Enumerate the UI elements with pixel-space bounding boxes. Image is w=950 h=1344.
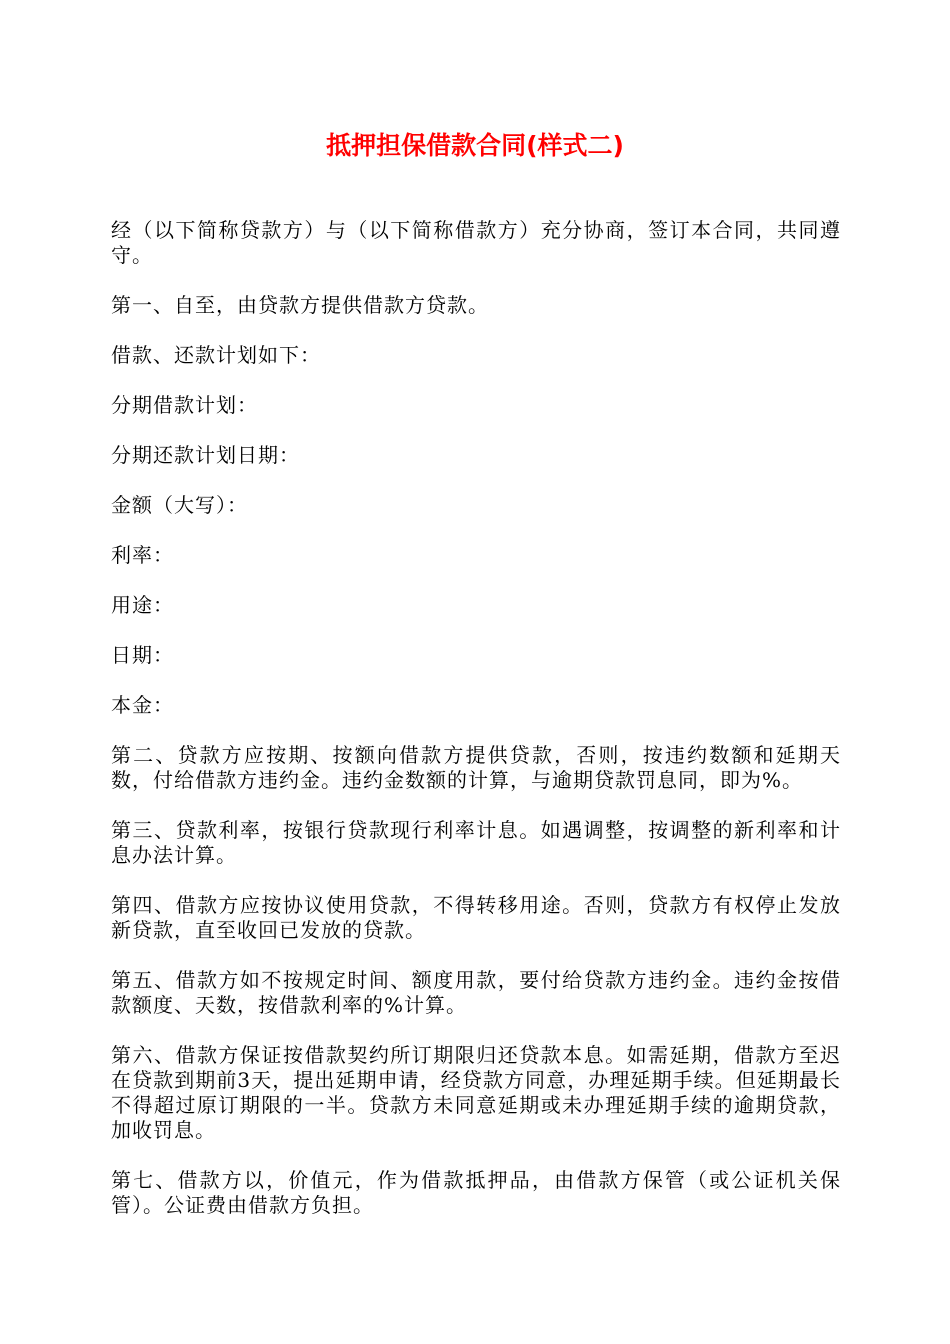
paragraph-intro: 经（以下简称贷款方）与（以下简称借款方）充分协商，签订本合同，共同遵守。: [111, 218, 841, 267]
paragraph-date: 日期：: [111, 643, 174, 667]
paragraph-article-2: 第二、贷款方应按期、按额向借款方提供贷款，否则，按违约数额和延期天数，付给借款方违约金。违约金数额的计算，与逾期贷款罚息同，即为%。: [111, 743, 841, 792]
document-body: [111, 218, 841, 1243]
paragraph-article-6: 第六、借款方保证按借款契约所订期限归还贷款本息。如需延期，借款方至迟在贷款到期前3天，提出延期申请，经贷款方同意，办理延期手续。但延期最长不得超过原订期限的一半。贷款方未同意延期或未办理延期手续的逾期贷款，加收罚息。: [111, 1043, 841, 1142]
paragraph-article-3: 第三、贷款利率，按银行贷款现行利率计息。如遇调整，按调整的新利率和计息办法计算。: [111, 818, 841, 867]
paragraph-article-5: 第五、借款方如不按规定时间、额度用款，要付给贷款方违约金。违约金按借款额度、天数，按借款利率的%计算。: [111, 968, 841, 1017]
paragraph-principal: 本金：: [111, 693, 174, 717]
paragraph-interest-rate: 利率：: [111, 543, 174, 567]
paragraph-purpose: 用途：: [111, 593, 174, 617]
paragraph-loan-plan: 分期借款计划：: [111, 393, 258, 417]
document-title: 抵押担保借款合同(样式二): [326, 131, 624, 160]
paragraph-article-7: 第七、借款方以，价值元，作为借款抵押品，由借款方保管（或公证机关保管）。公证费由借款方负担。: [111, 1168, 841, 1217]
paragraph-repay-date: 分期还款计划日期：: [111, 443, 300, 467]
paragraph-amount: 金额（大写）：: [111, 493, 248, 517]
paragraph-plan-heading: 借款、还款计划如下：: [111, 343, 321, 367]
paragraph-article-4: 第四、借款方应按协议使用贷款，不得转移用途。否则，贷款方有权停止发放新贷款，直至收回已发放的贷款。: [111, 893, 841, 942]
paragraph-article-1: 第一、自至，由贷款方提供借款方贷款。: [111, 293, 489, 317]
